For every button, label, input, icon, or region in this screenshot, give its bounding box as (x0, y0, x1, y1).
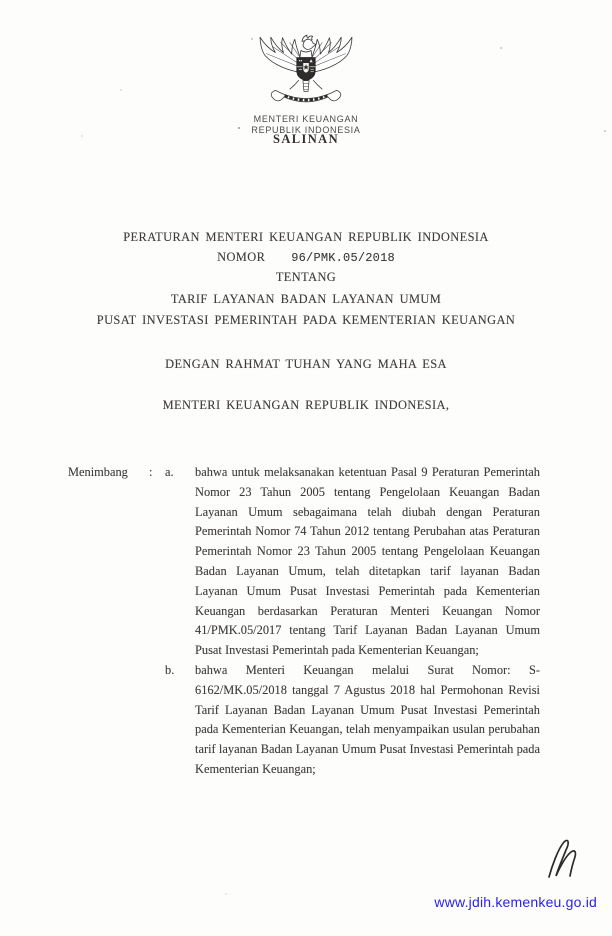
garuda-emblem-icon (258, 33, 354, 115)
scan-speck (238, 127, 240, 129)
menimbang-colon: : (149, 465, 153, 479)
item-marker: a. (165, 465, 174, 479)
ministry-name-line1: MENTERI KEUANGAN (253, 114, 359, 124)
scan-speck (225, 893, 227, 895)
grace-line: DENGAN RAHMAT TUHAN YANG MAHA ESA (165, 357, 447, 371)
scan-speck (81, 135, 83, 137)
nomor-label: NOMOR (217, 250, 266, 264)
subject-line1: TARIF LAYANAN BADAN LAYANAN UMUM (170, 292, 442, 306)
scan-speck (500, 47, 502, 49)
regulation-title-line: PERATURAN MENTERI KEUANGAN REPUBLIK INDONESIA (123, 230, 489, 244)
considerations-block (68, 463, 540, 780)
scan-speck (120, 89, 122, 91)
regulation-number-line (0, 250, 612, 265)
item-marker: b. (165, 662, 175, 677)
consideration-item-b (165, 661, 540, 780)
jdih-watermark-link[interactable]: www.jdih.kemenkeu.go.id (434, 894, 597, 910)
item-text: bahwa Menteri Keuangan melalui Surat Nomor: S-6162/MK.05/2018 tanggal 7 Agustus 2018 hal Permohonan Revisi Tarif Layanan Badan Layanan Umum Pusat Investasi Pemerintah pada Kementerian Keuangan, telah menyampaikan usulan perubahan tarif layanan Badan Layanan Umum Pusat Investasi Pemerintah pada Kementerian Keuangan; (195, 662, 540, 776)
menimbang-label: Menimbang (68, 465, 128, 479)
salinan-stamp: SALINAN (272, 132, 340, 146)
ministry-name-line2: REPUBLIK INDONESIA (251, 125, 361, 135)
nomor-value: 96/PMK.05/2018 (291, 251, 395, 265)
consideration-item-a (165, 463, 540, 661)
subject-line2: PUSAT INVESTASI PEMERINTAH PADA KEMENTERIAN KEUANGAN (96, 313, 516, 327)
considerations-list (165, 463, 540, 780)
tentang-label: TENTANG (275, 270, 337, 284)
handwritten-initials (545, 837, 583, 881)
item-text: bahwa untuk melaksanakan ketentuan Pasal 9 Peraturan Pemerintah Nomor 23 Tahun 2005 tentang Pengelolaan Keuangan Badan Layanan Umum sebagaimana telah diubah dengan Peraturan Pemerintah Nomor 74 Tahun 2012 tentang Perubahan atas Peraturan Pemerintah Nomor 23 Tahun 2005 tentang Pengelolaan Keuangan Badan Layanan Umum, telah ditetapkan tarif layanan Badan Layanan Umum Pusat Investasi Pemerintah pada Kementerian Keuangan berdasarkan Peraturan Menteri Keuangan Nomor 41/PMK.05/2017 tentang Tarif Layanan Badan Layanan Umum Pusat Investasi Pemerintah pada Kementerian Keuangan; (195, 465, 540, 658)
scan-speck (604, 130, 606, 132)
authority-line: MENTERI KEUANGAN REPUBLIK INDONESIA, (162, 398, 450, 412)
scan-speck (251, 38, 253, 40)
